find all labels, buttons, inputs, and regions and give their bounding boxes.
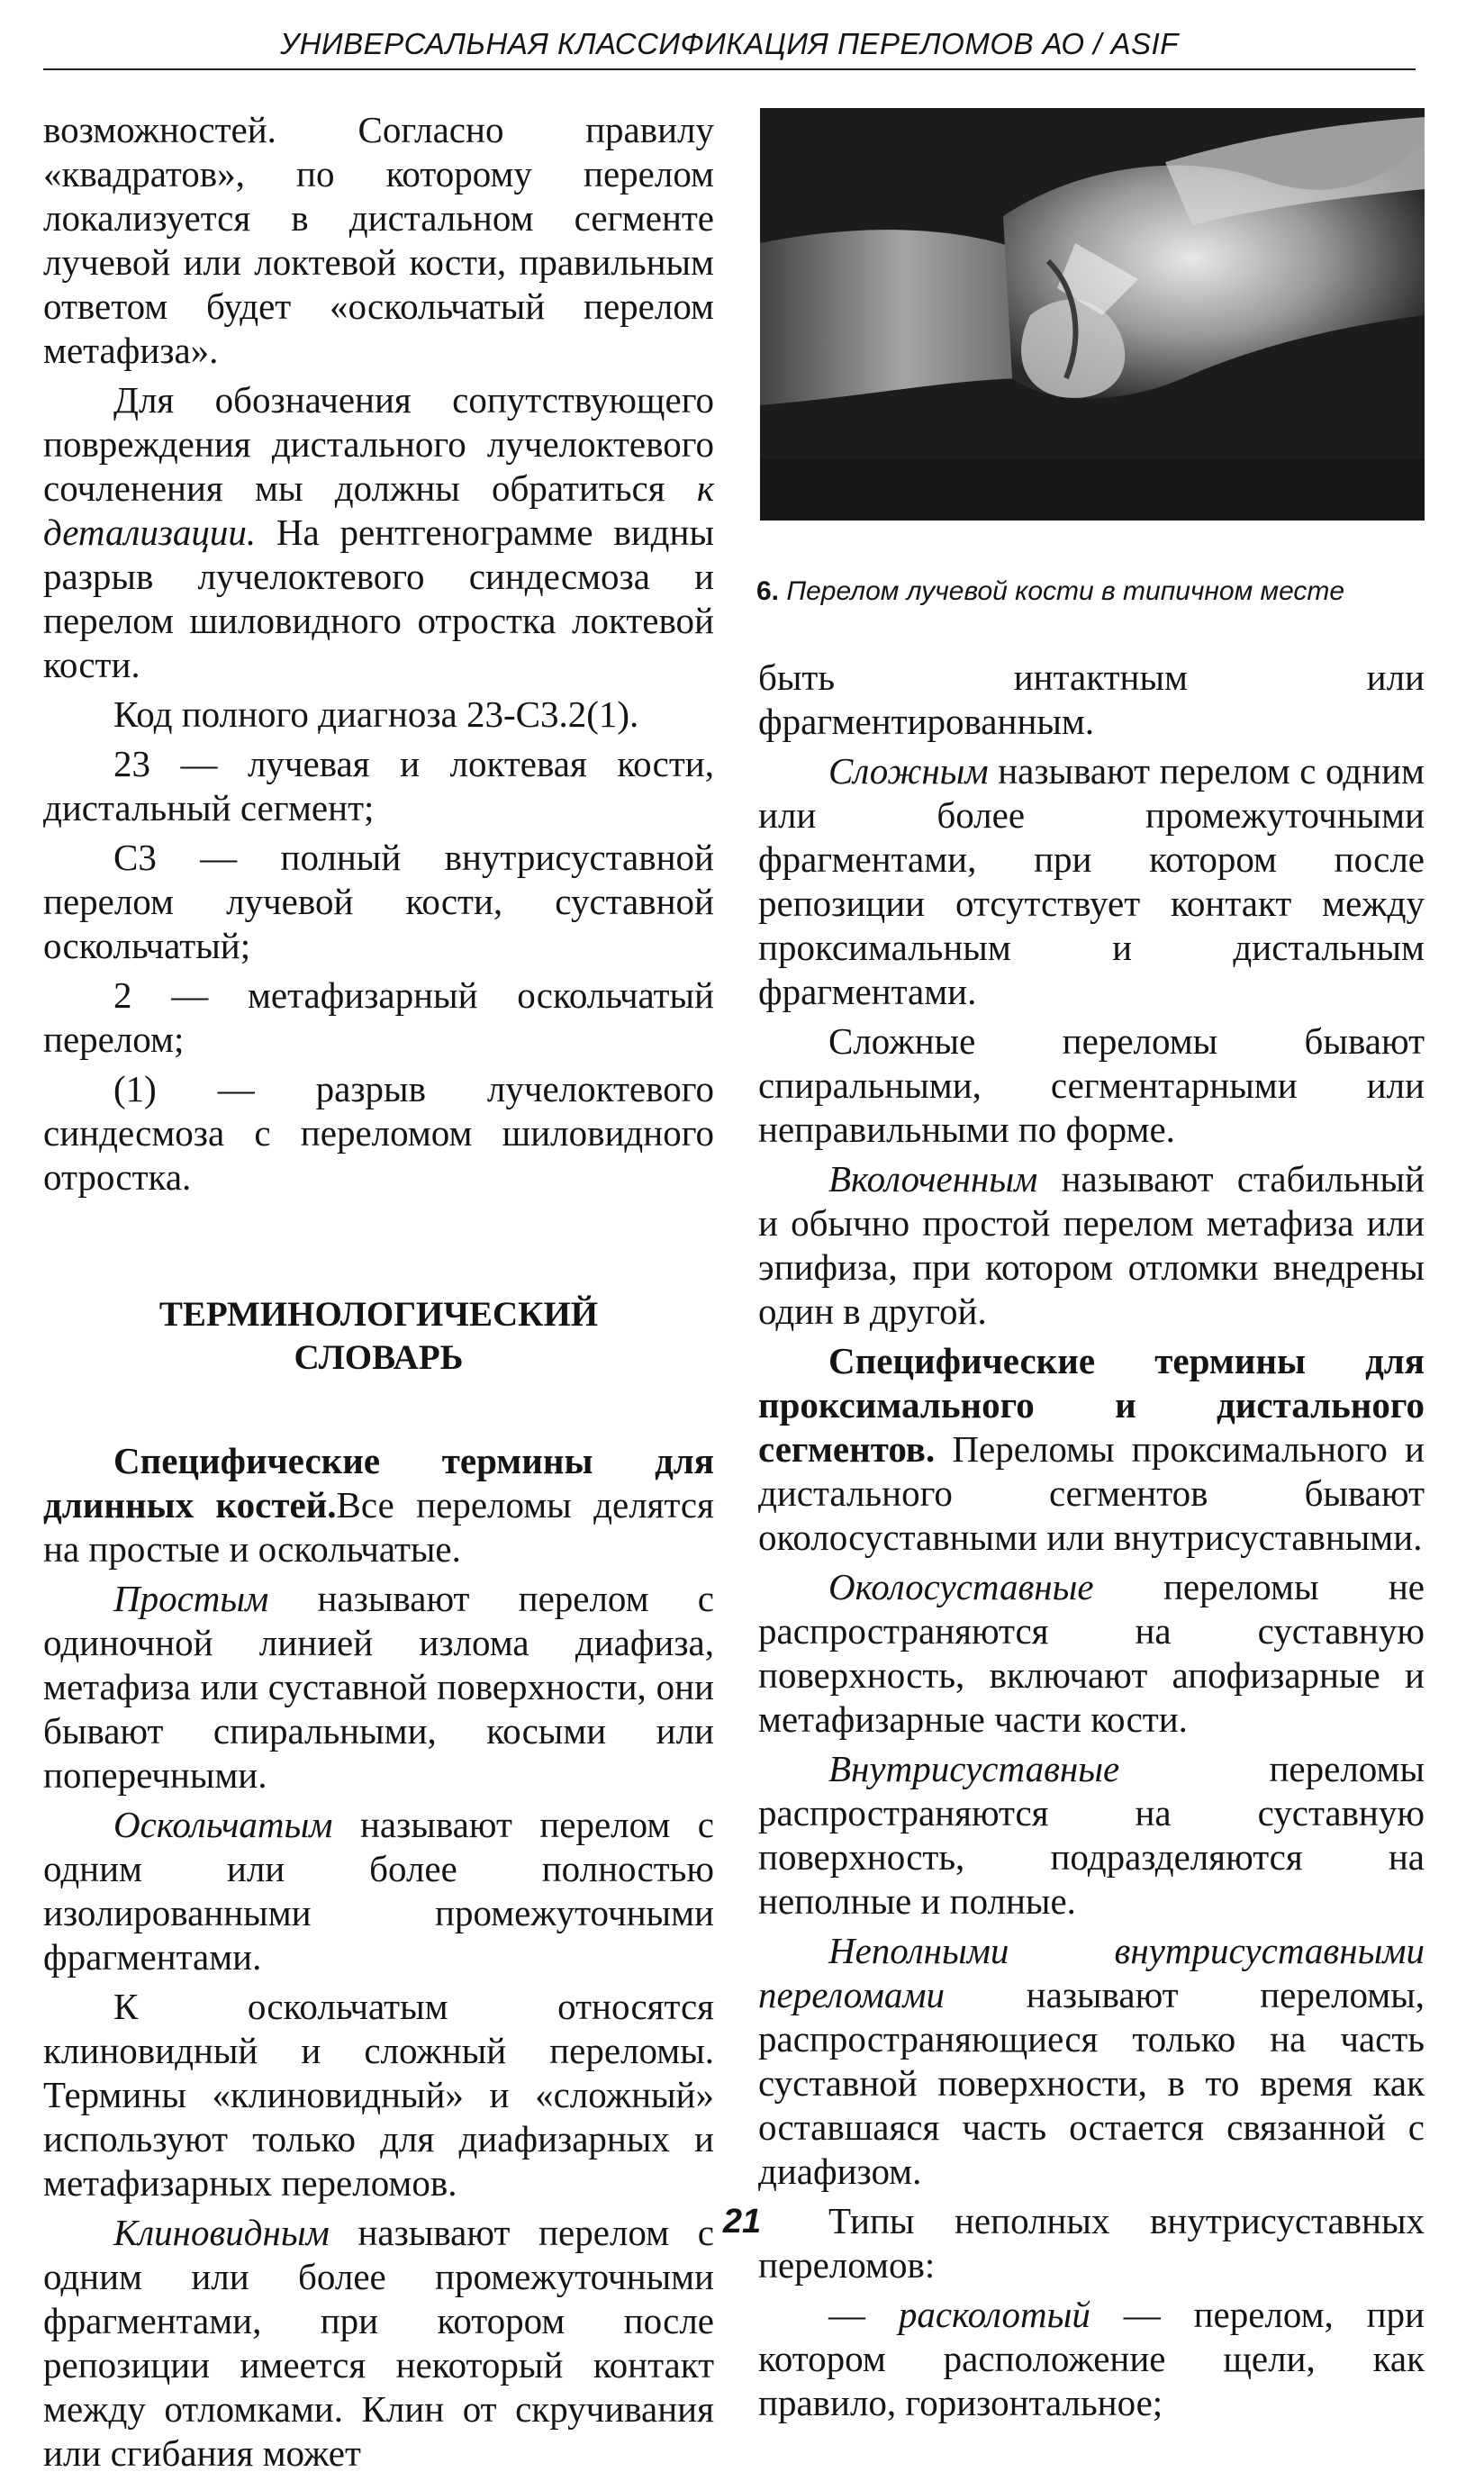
paragraph: 23 — лучевая и локтевая кости, дистальный сегмент;: [43, 743, 714, 829]
italic-term: Околосуставные: [828, 1566, 1094, 1607]
text-run: называют перелом с одним или более промежуточными фрагментами, при котором после репозиции имеется некоторый контакт между отломками. Клин от скручивания или сгибания может: [43, 2212, 714, 2474]
italic-term: Сложным: [828, 750, 989, 792]
paragraph: Код полного диагноза 23-С3.2(1).: [113, 693, 639, 735]
text-run: называют перелом с одним или более промежуточными фрагментами, при котором после репозиции отсутствует контакт между проксимальным и дистальным фрагментами.: [758, 750, 1425, 1012]
text-run: Переломы проксимального и дистального сегментов бывают околосуставными или внутрисуставными.: [758, 1428, 1425, 1558]
paragraph: Типы неполных внутрисуставных переломов:: [758, 2200, 1425, 2286]
paragraph: [43, 1439, 714, 1571]
italic-term: расколотый: [898, 2294, 1090, 2335]
text-run: называют перелом с одним или более полностью изолированными промежуточными фрагментами.: [43, 1804, 714, 1978]
figure-caption-text: Перелом лучевой кости в типичном месте: [786, 576, 1345, 606]
italic-term: Внутрисуставные: [828, 1748, 1120, 1789]
paragraph: [43, 378, 714, 687]
paragraph: Сложные переломы бывают спиральными, сегментарными или неправильными по форме.: [758, 1020, 1425, 1150]
section-title: [43, 1293, 714, 1380]
italic-term: Клиновидным: [113, 2212, 330, 2253]
text-run: называют стабильный и обычно простой перелом метафиза или эпифиза, при котором отломки внедрены один в другой.: [758, 1158, 1425, 1332]
paragraph: С3 — полный внутрисуставной перелом лучевой кости, суставной оскольчатый;: [43, 837, 714, 966]
paragraph: [758, 1339, 1425, 1560]
paragraph: К оскольчатым относятся клиновидный и сложный переломы. Термины «клиновидный» и «сложный» используют только для диафизарных и метафизарных переломов.: [43, 1986, 714, 2204]
bold-term: Специфические термины для длинных костей.: [43, 1440, 714, 1526]
italic-term: Вколоченным: [828, 1158, 1038, 1200]
italic-term: Простым: [113, 1578, 269, 1619]
page-number: 21: [722, 2203, 762, 2241]
paragraph: 2 — метафизарный оскольчатый перелом;: [43, 974, 714, 1060]
paragraph: [758, 749, 1425, 1014]
paragraph: [758, 1929, 1425, 2194]
italic-term: Неполными внутрисуставными переломами: [758, 1930, 1425, 2015]
xray-image: [760, 108, 1425, 521]
figure-number: 6.: [756, 576, 780, 606]
text-run: Все переломы делятся на простые и оскольчатые.: [43, 1484, 714, 1570]
paragraph: [758, 2293, 1425, 2425]
text-run: Для обозначения сопутствующего повреждения дистального лучелоктевого сочленения мы должны обратиться: [43, 379, 714, 509]
text-run: — перелом, при котором расположение щели, как правило, горизонтальное;: [758, 2294, 1425, 2423]
paragraph: быть интактным или фрагментированным.: [758, 656, 1425, 742]
italic-term: к детализации.: [43, 467, 714, 553]
text-run: называют перелом с одиночной линией излома диафиза, метафиза или суставной поверхности, они бывают спиральными, косыми или поперечными.: [43, 1578, 714, 1796]
running-header: УНИВЕРСАЛЬНАЯ КЛАССИФИКАЦИЯ ПЕРЕЛОМОВ АО / ASIF: [43, 27, 1416, 70]
text-run: —: [828, 2294, 899, 2335]
paragraph: [758, 1565, 1425, 1742]
left-column: [43, 108, 714, 2481]
text-run: На рентгенограмме видны разрыв лучелоктевого синдесмоза и перелом шиловидного отростка локтевой кости.: [43, 512, 714, 685]
paragraph: возможностей. Согласно правилу «квадратов», по которому перелом локализуется в дистальном сегменте лучевой или локтевой кости, правильным ответом будет «оскольчатый перелом метафиза».: [43, 109, 714, 371]
section-title-line: ТЕРМИНОЛОГИЧЕСКИЙ: [158, 1295, 599, 1334]
paragraph: [43, 1577, 714, 1797]
section-title-line: СЛОВАРЬ: [294, 1338, 464, 1377]
xray-photo: [760, 108, 1425, 521]
bold-term: Специфические термины для проксимального и дистального сегментов.: [758, 1340, 1425, 1470]
italic-term: Оскольчатым: [113, 1804, 333, 1845]
text-run: называют переломы, распространяющиеся только на часть суставной поверхности, в то время как оставшаяся часть остается связанной с диафизом.: [758, 1974, 1425, 2192]
right-column: [758, 656, 1425, 2431]
paragraph: [758, 1747, 1425, 1924]
figure-caption: [756, 575, 1441, 609]
paragraph: [43, 1803, 714, 1979]
text-run: переломы не распространяются на суставную поверхность, включают апофизарные и метафизарные части кости.: [758, 1566, 1425, 1740]
paragraph: [43, 2211, 714, 2476]
text-run: переломы распространяются на суставную поверхность, подразделяются на неполные и полные.: [758, 1748, 1425, 1922]
paragraph: [758, 1157, 1425, 1334]
paragraph: (1) — разрыв лучелоктевого синдесмоза с переломом шиловидного отростка.: [43, 1068, 714, 1198]
